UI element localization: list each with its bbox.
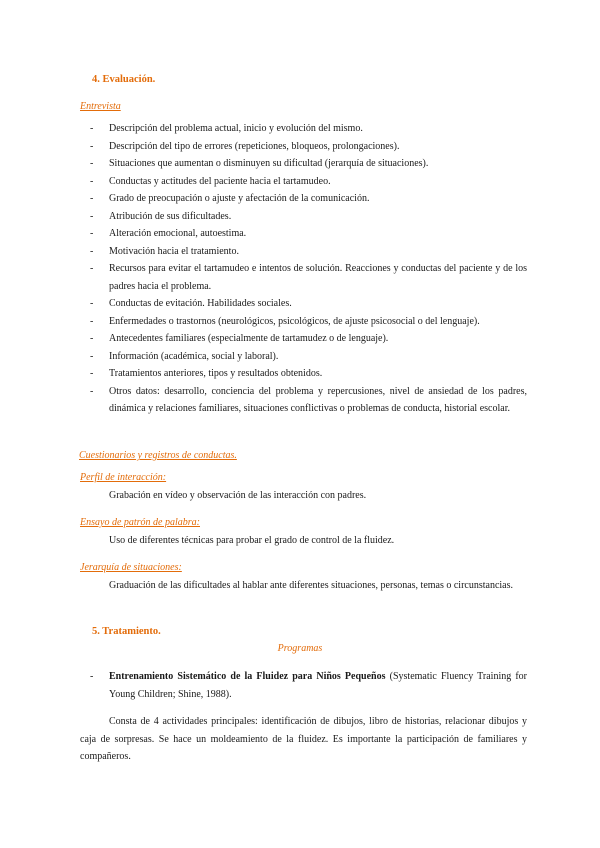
list-bullet: - (90, 158, 94, 169)
list-bullet: - (90, 315, 94, 327)
list-bullet: - (90, 368, 94, 379)
list-bullet: - (90, 671, 94, 682)
ensayo-heading: Ensayo de patrón de palabra: (80, 517, 200, 528)
list-bullet: - (90, 245, 94, 257)
list-bullet: - (90, 210, 94, 222)
jerarquia-text: Graduación de las dificultades al hablar ante diferentes situaciones, personas, temas o circunstancias. (109, 580, 514, 591)
list-bullet: - (90, 193, 94, 204)
list-bullet: - (90, 175, 94, 187)
list-bullet: - (90, 263, 94, 274)
jerarquia-heading: Jerarquía de situaciones: (80, 562, 182, 573)
perfil-text: Grabación en vídeo y observación de las interacción con padres. (109, 490, 367, 501)
list-bullet: - (90, 385, 94, 397)
program-reference: (Systematic Fluency Training for Young Children; Shine, 1988). (109, 671, 528, 700)
programas-heading: Programas (277, 643, 323, 654)
list-bullet: - (90, 140, 94, 152)
perfil-heading: Perfil de interacción: (80, 472, 167, 483)
ensayo-text: Uso de diferentes técnicas para probar el grado de control de la fluidez. (109, 535, 395, 546)
list-bullet: - (90, 298, 94, 309)
list-bullet: - (90, 350, 94, 362)
section-4-title: 4. Evaluación. (92, 74, 156, 85)
list-bullet: - (90, 333, 94, 344)
entrevista-heading: Entrevista (80, 101, 121, 112)
cuestionarios-heading: Cuestionarios y registros de conductas. (79, 450, 237, 461)
list-bullet: - (90, 123, 94, 134)
program-description: Consta de 4 actividades principales: identificación de dibujos, libro de historias, relacionar dibujos y caja de sorpresas. Se hace un moldeamiento de la fluidez. Es importante la participación de familiares y compañeros. (80, 716, 527, 763)
section-5-title: 5. Tratamiento. (92, 626, 161, 637)
program-name: Entrenamiento Sistemático de la Fluidez para Niños Pequeños (109, 671, 386, 682)
document-page: 4. Evaluación. Entrevista - Descripción del problema actual, inicio y evolución del mismo. - Descripción del tipo de errores (repeticiones, bloqueos, prolongaciones). - Situaciones que aumentan o disminuyen su dificultad (jerarquía de situaciones). - Conductas y actitudes del paciente hacia el tartamudeo. - Grado de preocupación o ajuste y afectación de la comunicación. - Atribución de sus dificultades. - Alteración emocional, autoestima. - Motivación hacia el tratamiento. - Recursos para evitar el tartamudeo e intentos de solución. Reacciones y conductas del paciente y de los padres hacia el problema. - Conductas de evitación. Habilidades sociales. - Enfermedades o trastornos (neurológicos, psicológicos, de ajuste psicosocial o del lenguaje). - Antecedentes familiares (especialmente de tartamudez o de lenguaje). - Información (académica, social y laboral). - Tratamientos anteriores, tipos y resultados obtenidos. - Otros datos: desarrollo, conciencia del problema y repercusiones, nivel de ansiedad de los padres, dinámica y relaciones familiares, situaciones conflictivas o problemas de conducta, historial escolar. Cuestionarios y registros de conductas. Perfil de interacción: Grabación en vídeo y observación de las interacción con padres. Ensayo de patrón de palabra: Uso de diferentes técnicas para probar el grado de control de la fluidez. Jerarquía de situaciones: Graduación de las dificultades al hablar ante diferentes situaciones, personas, temas o circunstancias. 5. Tratamiento. Programas - Entrenamiento Sistemático de la Fluidez para Niños Pequeños (Systematic Fluency Training for Young Children; Shine, 1988). Consta de 4 actividades principales: identificación de dibujos, libro de historias, relacionar dibujos y caja de sorpresas. Se hace un moldeamiento de la fluidez. Es importante la participación de familiares y compañeros. (0, 0, 600, 848)
list-bullet: - (90, 228, 94, 239)
